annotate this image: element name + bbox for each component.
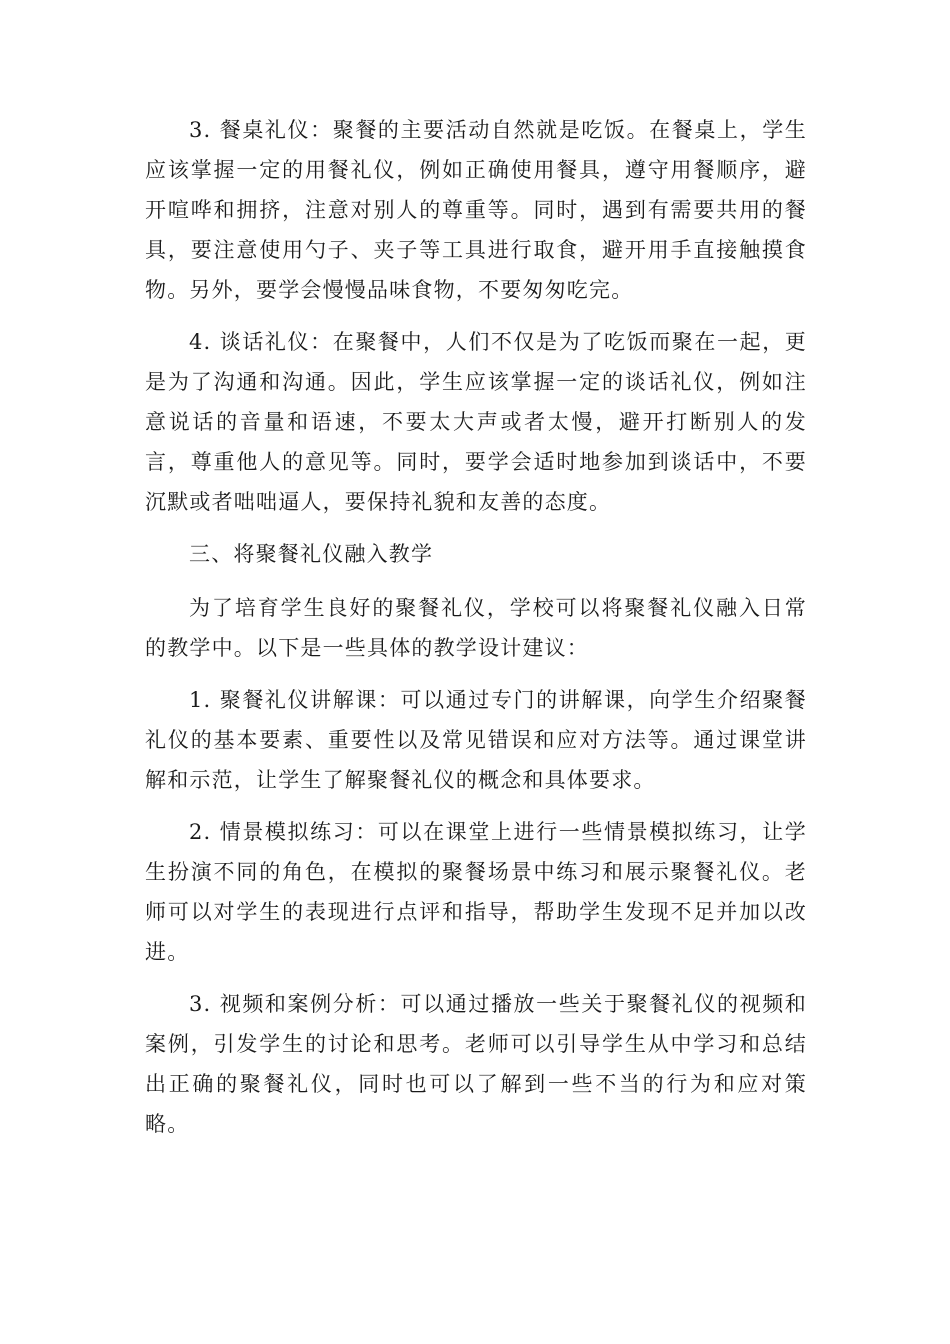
- paragraph-scenario-practice: 2. 情景模拟练习：可以在课堂上进行一些情景模拟练习，让学生扮演不同的角色，在模拟的聚餐场景中练习和展示聚餐礼仪。老师可以对学生的表现进行点评和指导，帮助学生发现不足并加以改进。: [145, 820, 807, 964]
- paragraph-conversation-etiquette: 4. 谈话礼仪：在聚餐中，人们不仅是为了吃饭而聚在一起，更是为了沟通和沟通。因此，学生应该掌握一定的谈话礼仪，例如注意说话的音量和语速，不要太大声或者太慢，避开打断别人的发言，尊重他人的意见等。同时，要学会适时地参加到谈话中，不要沉默或者咄咄逼人，要保持礼貌和友善的态度。: [145, 330, 807, 514]
- paragraph-lecture-class: 1. 聚餐礼仪讲解课：可以通过专门的讲解课，向学生介绍聚餐礼仪的基本要素、重要性以及常见错误和应对方法等。通过课堂讲解和示范，让学生了解聚餐礼仪的概念和具体要求。: [145, 688, 807, 792]
- section-heading: 三、将聚餐礼仪融入教学: [189, 542, 434, 566]
- paragraph-intro: 为了培育学生良好的聚餐礼仪，学校可以将聚餐礼仪融入日常的教学中。以下是一些具体的教学设计建议：: [145, 596, 807, 660]
- paragraph-video-case-analysis: 3. 视频和案例分析：可以通过播放一些关于聚餐礼仪的视频和案例，引发学生的讨论和思考。老师可以引导学生从中学习和总结出正确的聚餐礼仪，同时也可以了解到一些不当的行为和应对策略。: [145, 992, 807, 1136]
- paragraph-table-etiquette: 3. 餐桌礼仪：聚餐的主要活动自然就是吃饭。在餐桌上，学生应该掌握一定的用餐礼仪，例如正确使用餐具，遵守用餐顺序，避开喧哗和拥挤，注意对别人的尊重等。同时，遇到有需要共用的餐具，要注意使用勺子、夹子等工具进行取食，避开用手直接触摸食物。另外，要学会慢慢品味食物，不要匆匆吃完。: [145, 118, 807, 302]
- document-body: [145, 110, 807, 1156]
